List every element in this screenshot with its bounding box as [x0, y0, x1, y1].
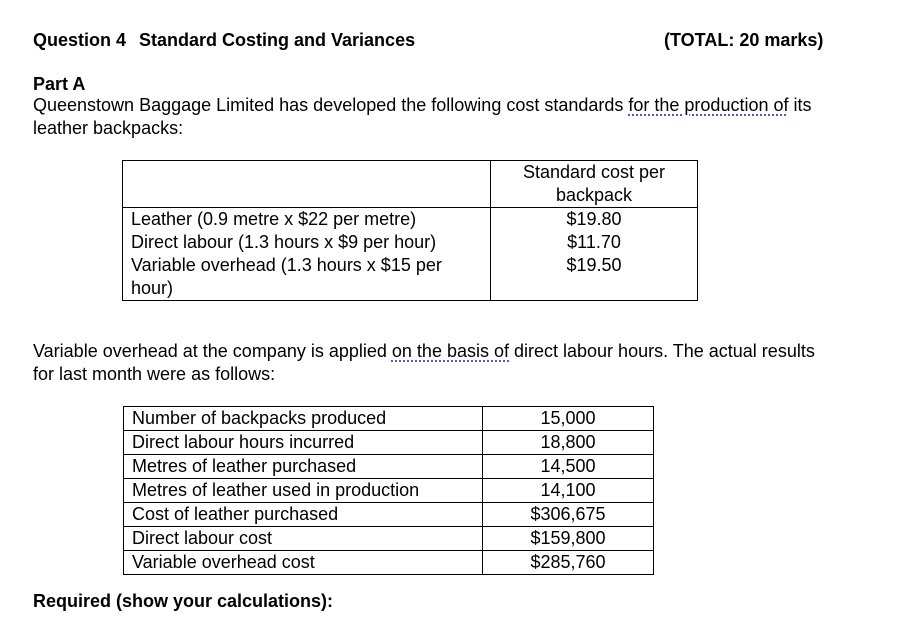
actuals-value: 15,000	[483, 407, 654, 431]
actuals-label: Cost of leather purchased	[124, 503, 483, 527]
actuals-value: $285,760	[483, 551, 654, 575]
total-marks: (TOTAL: 20 marks)	[664, 30, 824, 50]
middle-line-1	[33, 341, 815, 362]
standards-item: Variable overhead (1.3 hours x $15 per	[131, 255, 442, 275]
actuals-label: Direct labour cost	[124, 527, 483, 551]
actuals-label: Direct labour hours incurred	[124, 431, 483, 455]
actuals-label: Metres of leather purchased	[124, 455, 483, 479]
actuals-value: 18,800	[483, 431, 654, 455]
standards-header-cost-cell	[491, 161, 698, 208]
standards-table-header-row	[123, 161, 698, 208]
middle-underlined-phrase: on the basis of	[391, 341, 509, 361]
standards-table-body-row	[123, 208, 698, 301]
actuals-value: 14,500	[483, 455, 654, 479]
standards-cost: $11.70	[567, 232, 621, 252]
actuals-value: $306,675	[483, 503, 654, 527]
actuals-label: Variable overhead cost	[124, 551, 483, 575]
standards-header-line-1: Standard cost per	[522, 162, 666, 182]
standards-cost: $19.50	[566, 255, 622, 275]
standards-item: Leather (0.9 metre x $22 per metre)	[131, 209, 417, 229]
part-label: Part A	[33, 74, 86, 94]
standards-cost: $19.80	[566, 209, 622, 229]
actuals-table-row	[124, 551, 654, 575]
standards-table	[122, 160, 698, 301]
standards-item: hour)	[131, 278, 174, 298]
standards-header-line-2: backpack	[555, 185, 633, 205]
actuals-table-row	[124, 455, 654, 479]
question-number: Question 4	[33, 30, 127, 50]
required-heading: Required (show your calculations):	[33, 591, 334, 611]
standards-items-cell	[123, 208, 491, 301]
standards-costs-cell	[491, 208, 698, 301]
actuals-value: $159,800	[483, 527, 654, 551]
middle-line-1-prefix: Variable overhead at the company is applied	[33, 341, 392, 361]
question-title: Standard Costing and Variances	[139, 30, 416, 50]
actuals-table-row	[124, 479, 654, 503]
actuals-table	[123, 406, 654, 575]
question-heading	[33, 30, 415, 51]
standards-item: Direct labour (1.3 hours x $9 per hour)	[131, 232, 437, 252]
intro-line-1	[33, 95, 812, 116]
standards-header-blank-cell	[123, 161, 491, 208]
middle-line-1-suffix: direct labour hours. The actual results	[509, 341, 815, 361]
middle-line-2: for last month were as follows:	[33, 364, 276, 384]
actuals-table-row	[124, 503, 654, 527]
actuals-label: Metres of leather used in production	[124, 479, 483, 503]
intro-line-1-suffix: its	[788, 95, 812, 115]
actuals-table-row	[124, 431, 654, 455]
actuals-table-row	[124, 527, 654, 551]
actuals-value: 14,100	[483, 479, 654, 503]
actuals-table-row	[124, 407, 654, 431]
actuals-label: Number of backpacks produced	[124, 407, 483, 431]
intro-line-1-prefix: Queenstown Baggage Limited has developed the following cost standards	[33, 95, 629, 115]
intro-line-2: leather backpacks:	[33, 118, 184, 138]
intro-underlined-phrase: for the production of	[628, 95, 789, 115]
